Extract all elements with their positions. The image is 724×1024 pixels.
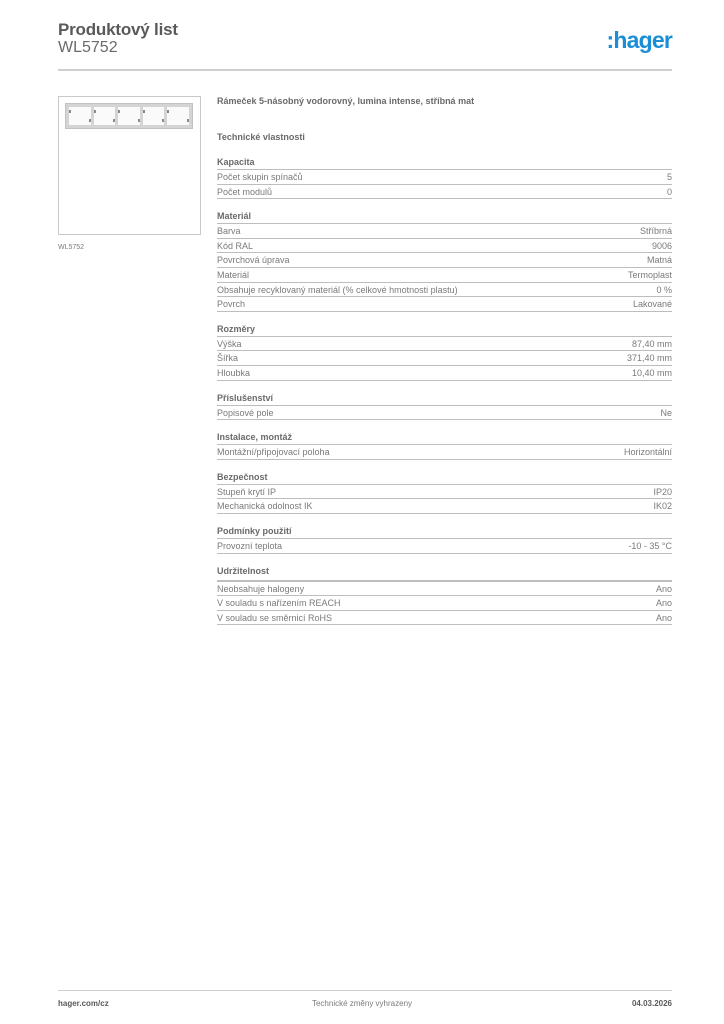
frame-illustration — [65, 103, 193, 129]
spec-label: Výška — [217, 338, 242, 349]
product-name: Rámeček 5-násobný vodorovný, lumina intense, stříbná mat — [217, 96, 475, 106]
spec-label: Kód RAL — [217, 240, 254, 251]
spec-value: -10 - 35 °C — [628, 540, 672, 551]
spec-value: Ne — [660, 407, 672, 418]
spec-label: Počet skupin spínačů — [217, 172, 303, 182]
spec-label: Hloubka — [217, 367, 251, 378]
spec-label: Povrch — [217, 299, 246, 310]
spec-row — [217, 406, 672, 421]
spec-row — [217, 268, 672, 283]
spec-value: Matná — [646, 255, 672, 266]
spec-row — [217, 337, 672, 352]
footer-date: 04.03.2026 — [631, 999, 672, 1008]
spec-value: Ano — [655, 598, 672, 609]
document-title: Produktový list — [58, 20, 178, 39]
spec-label: Obsahuje recyklovaný materiál (% celkové hmotnosti plastu) — [217, 284, 458, 295]
spec-label: Neobsahuje halogeny — [217, 583, 305, 594]
spec-row — [217, 185, 672, 200]
frame-slot — [69, 107, 91, 125]
spec-label: Provozní teplota — [217, 540, 283, 551]
spec-label: Materiál — [217, 269, 250, 280]
spec-row — [217, 485, 672, 500]
spec-value: Stříbrná — [639, 226, 672, 237]
footer-website[interactable]: hager.com/cz — [58, 999, 109, 1008]
spec-label: Počet modulů — [217, 186, 273, 197]
spec-section — [217, 391, 672, 421]
section-title: Kapacita — [217, 155, 672, 170]
spec-value: 0 % — [656, 284, 672, 295]
spec-value: 87,40 mm — [631, 338, 672, 349]
spec-value: Ano — [655, 583, 672, 594]
spec-row — [217, 611, 672, 626]
frame-slot — [94, 107, 116, 125]
spec-label: V souladu se směrnicí RoHS — [217, 612, 333, 623]
tech-heading: Technické vlastnosti — [217, 132, 305, 142]
product-code: WL5752 — [58, 39, 118, 56]
spec-row — [217, 499, 672, 514]
section-title: Materiál — [217, 209, 672, 224]
spec-value: IK02 — [653, 501, 672, 512]
section-title: Rozměry — [217, 322, 672, 337]
spec-row — [217, 539, 672, 554]
spec-row — [217, 170, 672, 185]
section-title: Příslušenství — [217, 391, 672, 406]
spec-sections — [217, 155, 672, 625]
spec-row — [217, 224, 672, 239]
spec-content — [217, 93, 672, 625]
spec-value: 10,40 mm — [631, 367, 672, 378]
spec-row — [217, 351, 672, 366]
section-title: Udržitelnost — [217, 564, 672, 582]
spec-label: V souladu s nařízením REACH — [217, 598, 341, 609]
spec-label: Povrchová úprava — [217, 255, 290, 266]
spec-row — [217, 239, 672, 254]
spec-value: 0 — [666, 186, 672, 197]
spec-label: Stupeň krytí IP — [217, 486, 277, 497]
section-title: Instalace, montáž — [217, 430, 672, 445]
spec-row — [217, 366, 672, 381]
spec-row — [217, 596, 672, 611]
spec-section — [217, 470, 672, 514]
spec-value: Lakované — [632, 299, 672, 310]
footer-divider — [58, 990, 672, 991]
frame-slot — [143, 107, 165, 125]
frame-slot — [118, 107, 140, 125]
product-image — [58, 96, 201, 235]
hager-logo: :hager — [606, 27, 672, 53]
spec-row — [217, 283, 672, 298]
spec-row — [217, 445, 672, 460]
footer-notice: Technické změny vyhrazeny — [311, 999, 413, 1008]
image-caption: WL5752 — [58, 244, 85, 251]
frame-slot — [167, 107, 189, 125]
spec-row — [217, 297, 672, 312]
spec-value: Termoplast — [627, 269, 672, 280]
spec-value: Horizontální — [623, 447, 672, 458]
spec-section — [217, 209, 672, 312]
spec-section — [217, 155, 672, 199]
spec-value: 371,40 mm — [626, 353, 672, 364]
spec-section — [217, 564, 672, 626]
spec-label: Montážní/připojovací poloha — [217, 447, 330, 458]
spec-label: Šířka — [217, 353, 239, 364]
spec-value: 9006 — [651, 240, 672, 251]
spec-section — [217, 524, 672, 554]
header-divider — [58, 69, 672, 71]
section-title: Podmínky použití — [217, 524, 672, 539]
spec-label: Barva — [217, 226, 241, 237]
spec-row — [217, 582, 672, 597]
spec-value: IP20 — [653, 486, 672, 497]
spec-label: Mechanická odolnost IK — [217, 501, 313, 512]
spec-row — [217, 253, 672, 268]
spec-value: 5 — [666, 172, 672, 182]
spec-section — [217, 430, 672, 460]
spec-label: Popisové pole — [217, 407, 274, 418]
section-title: Bezpečnost — [217, 470, 672, 485]
spec-value: Ano — [655, 612, 672, 623]
spec-section — [217, 322, 672, 381]
